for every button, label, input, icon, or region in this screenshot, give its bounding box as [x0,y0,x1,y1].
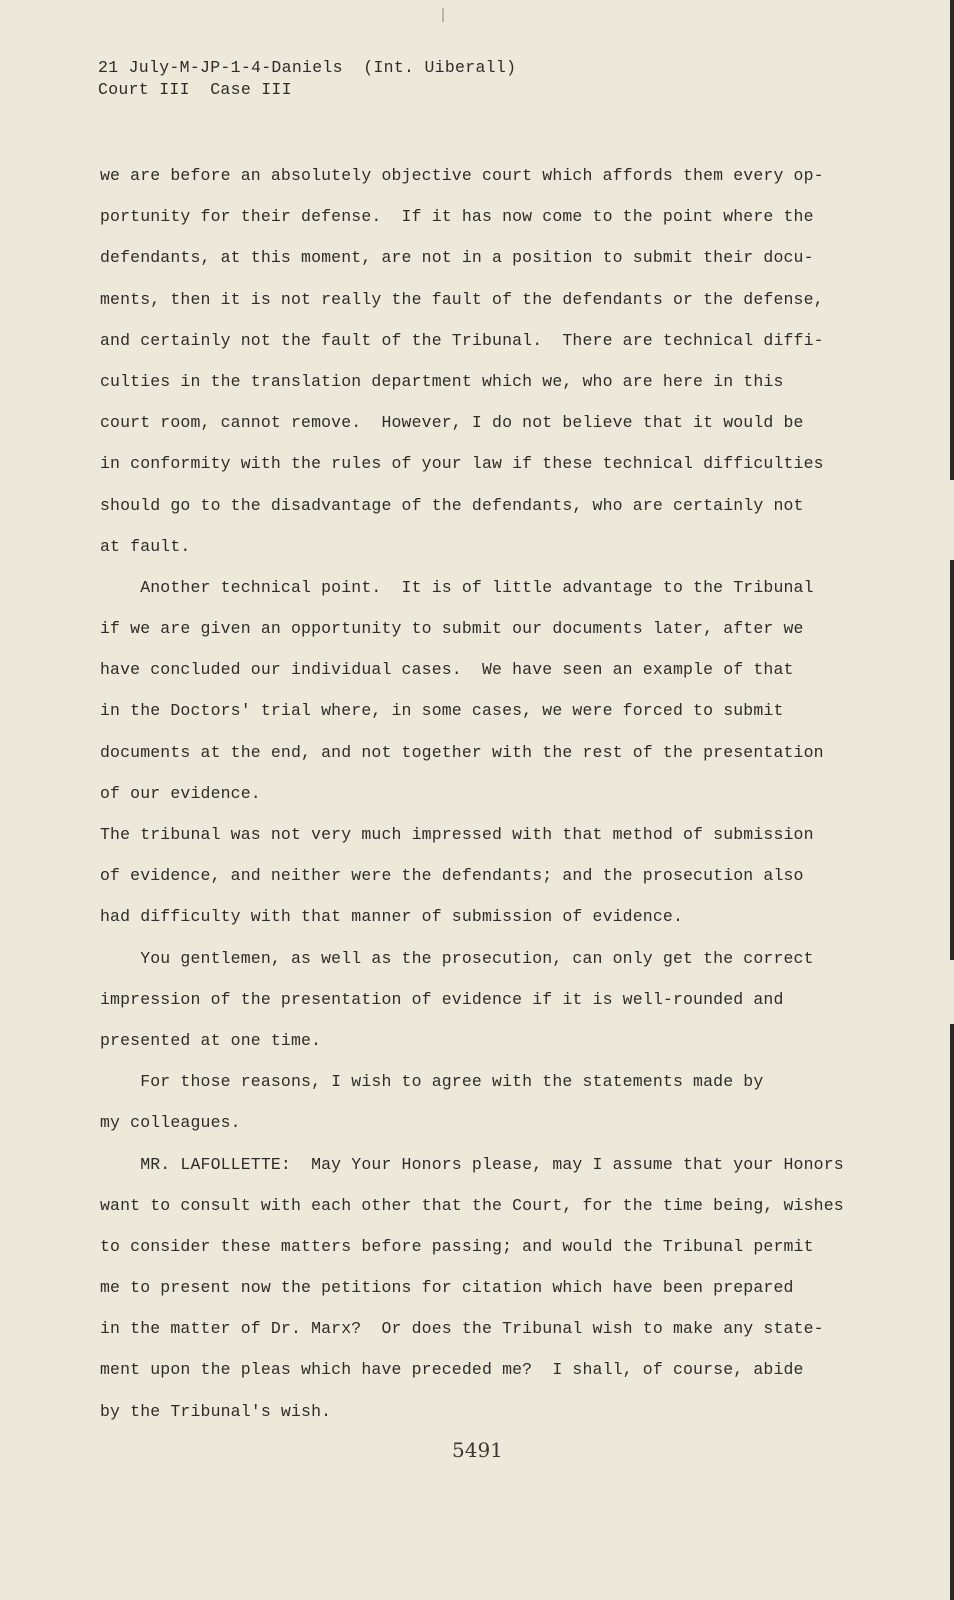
body-line: documents at the end, and not together with the rest of the presentation [100,742,824,762]
body-line: court room, cannot remove. However, I do not believe that it would be [100,413,804,433]
header-session-line: 21 July-M-JP-1-4-Daniels (Int. Uiberall) [98,58,517,77]
body-line: portunity for their defense. If it has now come to the point where the [100,207,814,227]
body-line: MR. LAFOLLETTE: May Your Honors please, may I assume that your Honors [100,1154,844,1174]
body-line: defendants, at this moment, are not in a position to submit their docu- [100,248,814,268]
transcript-header [98,57,516,101]
body-line: in conformity with the rules of your law if these technical difficulties [100,454,824,474]
body-line: me to present now the petitions for citation which have been prepared [100,1278,794,1298]
body-line: culties in the translation department which we, who are here in this [100,371,784,391]
body-line: to consider these matters before passing; and would the Tribunal permit [100,1236,814,1256]
body-line: my colleagues. [100,1113,241,1133]
transcript-body [100,155,880,1432]
body-line: of our evidence. [100,783,261,803]
body-line: ments, then it is not really the fault of the defendants or the defense, [100,289,824,309]
scan-edge [950,0,954,1600]
body-line: in the Doctors' trial where, in some cases, we were forced to submit [100,701,784,721]
page-number: 5491 [452,1438,503,1462]
body-line: if we are given an opportunity to submit our documents later, after we [100,619,804,639]
body-line: presented at one time. [100,1030,322,1050]
body-line: Another technical point. It is of little advantage to the Tribunal [100,577,814,597]
body-line: by the Tribunal's wish. [100,1401,332,1421]
body-line: For those reasons, I wish to agree with the statements made by [100,1072,764,1092]
body-line: in the matter of Dr. Marx? Or does the Tribunal wish to make any state- [100,1319,824,1339]
body-line: at fault. [100,536,191,556]
header-court-line: Court III Case III [98,80,292,99]
body-line: should go to the disadvantage of the defendants, who are certainly not [100,495,804,515]
body-line: and certainly not the fault of the Tribunal. There are technical diffi- [100,330,824,350]
body-line: we are before an absolutely objective court which affords them every op- [100,166,824,185]
body-line: want to consult with each other that the Court, for the time being, wishes [100,1195,844,1215]
body-line: The tribunal was not very much impressed with that method of submission [100,825,814,844]
body-line: have concluded our individual cases. We have seen an example of that [100,660,794,680]
body-line: impression of the presentation of evidence if it is well-rounded and [100,989,784,1009]
body-line: had difficulty with that manner of submission of evidence. [100,907,683,927]
body-line: ment upon the pleas which have preceded me? I shall, of course, abide [100,1360,804,1380]
body-line: of evidence, and neither were the defendants; and the prosecution also [100,866,804,886]
paper-mark [442,8,444,22]
body-line: You gentlemen, as well as the prosecution, can only get the correct [100,948,814,968]
